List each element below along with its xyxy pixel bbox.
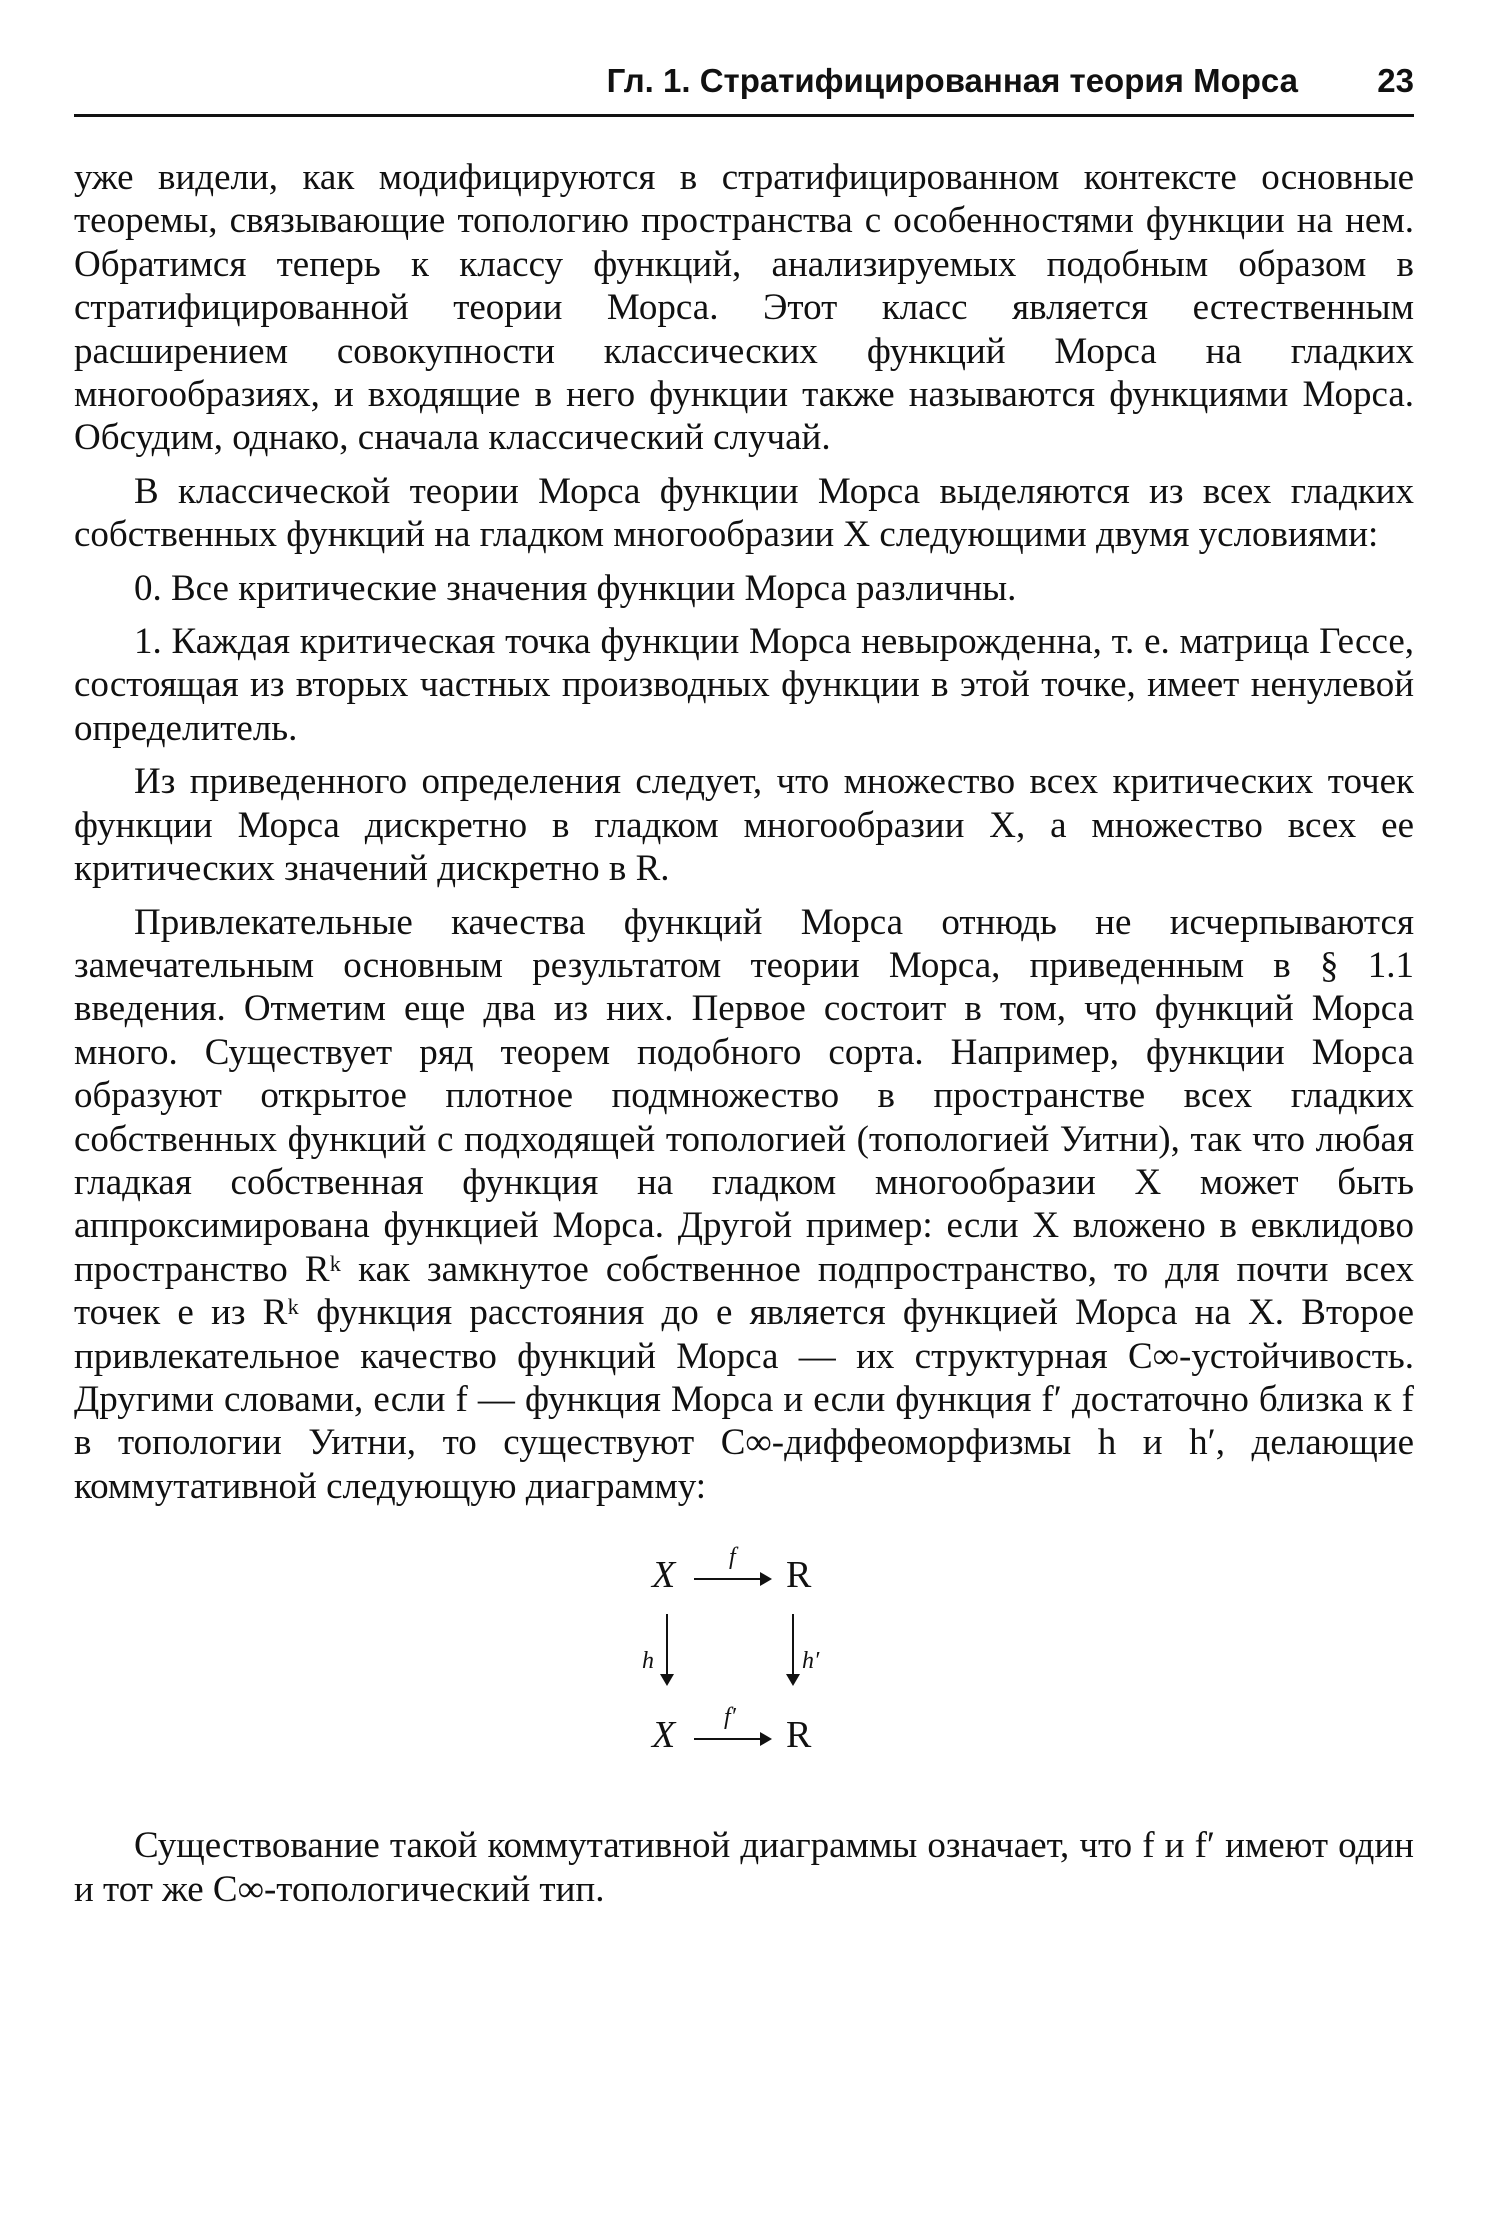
diagram-right-arrow bbox=[792, 1614, 794, 1684]
paragraph-2: В классической теории Морса функции Морса выделяются из всех гладких собственных функций на гладком многообразии X следующими двумя условиями: bbox=[74, 470, 1414, 556]
page-number: 23 bbox=[1377, 62, 1414, 99]
diagram-bottom-left: X bbox=[652, 1714, 676, 1757]
commutative-diagram bbox=[74, 1544, 1414, 1794]
diagram-left-arrow bbox=[666, 1614, 668, 1684]
diagram-top-arrow bbox=[694, 1578, 770, 1580]
page-body bbox=[74, 156, 1414, 1921]
chapter-title: Гл. 1. Стратифицированная теория Морса bbox=[606, 62, 1298, 99]
condition-0: 0. Все критические значения функции Морса различны. bbox=[134, 567, 1017, 609]
diagram-bottom-right: R bbox=[786, 1714, 812, 1757]
paragraph-5: Существование такой коммутативной диаграммы означает, что f и f′ имеют один и тот же C∞-топологический тип. bbox=[74, 1825, 1414, 1910]
diagram-top-right: R bbox=[786, 1554, 812, 1597]
condition-1: 1. Каждая критическая точка функции Морса невырожденна, т. е. матрица Гессе, состоящая из вторых частных производных функции в этой точке, имеет ненулевой определитель. bbox=[74, 621, 1414, 749]
diagram-bottom-arrow bbox=[694, 1738, 770, 1740]
diagram-right-arrow-label: h′ bbox=[802, 1648, 820, 1675]
running-header bbox=[74, 62, 1414, 112]
paragraph-4: Привлекательные качества функций Морса отнюдь не исчерпываются замечательным основным результатом теории Морса, приведенным в § 1.1 введения. Отметим еще два из них. Первое состоит в том, что функций Морса много. Существует ряд теорем подобного сорта. Например, функции Морса образуют открытое плотное подмножество в пространстве всех гладких собственных функций с подходящей топологией (топологией Уитни), так что любая гладкая собственная функция на гладком многообразии X может быть аппроксимирована функцией Морса. Другой пример: если X вложено в евклидово пространство Rᵏ как замкнутое собственное подпространство, то для почти всех точек e из Rᵏ функция расстояния до e является функцией Морса на X. Второе привлекательное качество функций Морса — их структурная C∞-устойчивость. Другими словами, если f — функция Морса и если функция f′ достаточно близка к f в топологии Уитни, то существуют C∞-диффеоморфизмы h и h′, делающие коммутативной следующую диаграмму: bbox=[74, 901, 1414, 1507]
paragraph-3: Из приведенного определения следует, что множество всех критических точек функции Морса дискретно в гладком многообразии X, а множество всех ее критических значений дискретно в R. bbox=[74, 761, 1414, 890]
diagram-top-left: X bbox=[652, 1554, 676, 1597]
header-rule bbox=[74, 114, 1414, 117]
diagram-top-arrow-label: f bbox=[729, 1544, 736, 1571]
diagram-bottom-arrow-label: f′ bbox=[724, 1704, 736, 1731]
paragraph-1: уже видели, как модифицируются в стратифицированном контексте основные теоремы, связывающие топологию пространства с особенностями функции на нем. Обратимся теперь к классу функций, анализируемых подобным образом в стратифицированной теории Морса. Этот класс является естественным расширением совокупности классических функций Морса на гладких многообразиях, и входящие в него функции также называются функциями Морса. Обсудим, однако, сначала классический случай. bbox=[74, 157, 1414, 459]
diagram-left-arrow-label: h bbox=[642, 1648, 654, 1675]
